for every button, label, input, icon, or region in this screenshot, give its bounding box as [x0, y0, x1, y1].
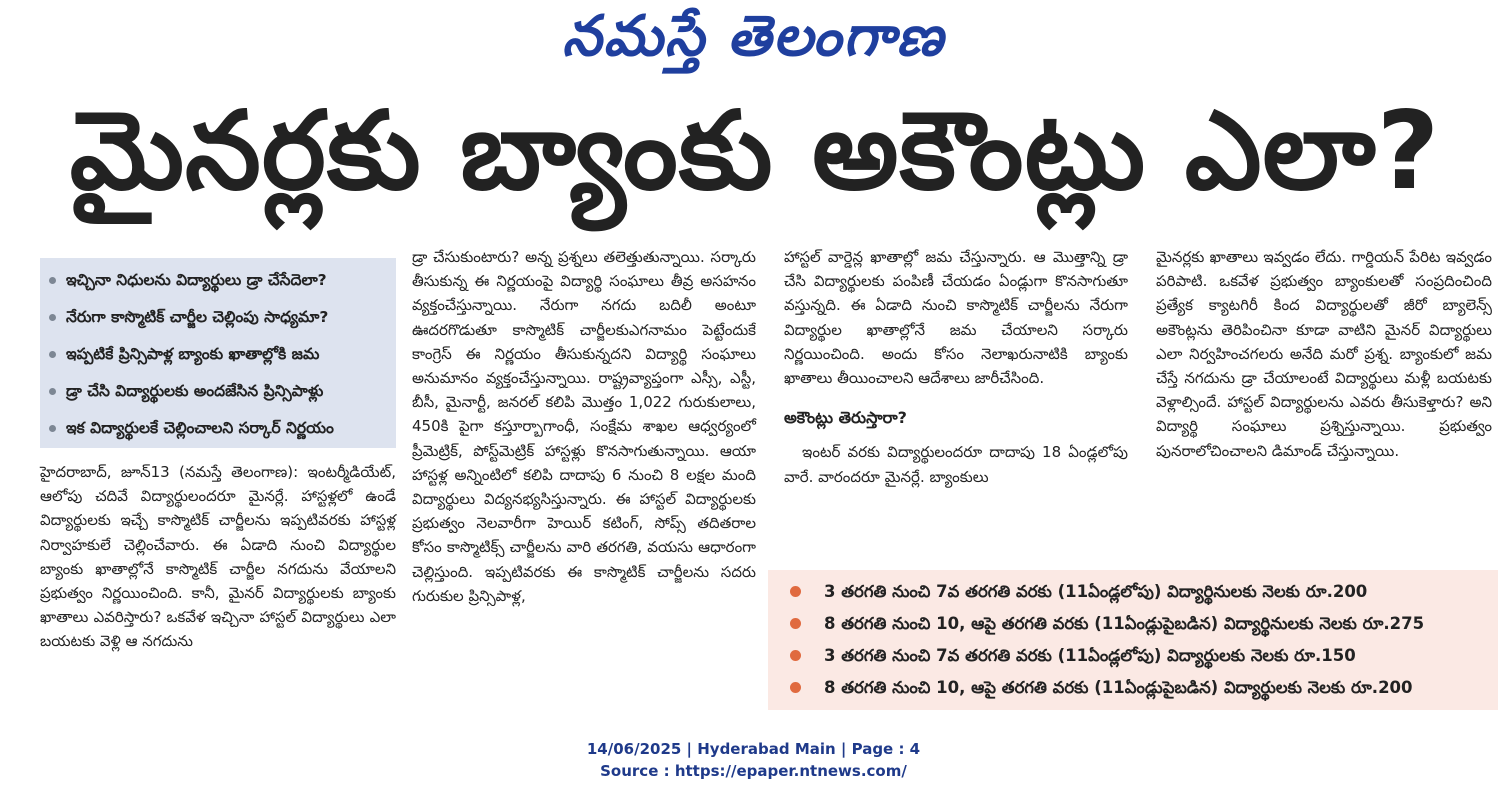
- rates-box: [768, 570, 1498, 710]
- rate-text: 8 తరగతి నుంచి 10, ఆపై తరగతి వరకు (11ఏండ్లుపైబడిన) విద్యార్థినులకు నెలకు రూ.275: [824, 614, 1425, 633]
- highlight-item: [40, 336, 396, 373]
- bullet-icon: [49, 388, 56, 395]
- highlight-text: ఇప్పటికే ప్రిన్సిపాళ్ల బ్యాంకు ఖాతాల్లోకి జమ: [66, 345, 320, 363]
- section-subheading: అకౌంట్లు తెరుస్తారా?: [784, 408, 907, 428]
- headline-text: మైనర్లకు బ్యాంకు అకౌంట్లు ఎలా?: [69, 89, 1441, 214]
- bullet-icon: [49, 351, 56, 358]
- headline: [30, 89, 1480, 230]
- article-column-4: [1156, 245, 1492, 463]
- article-paragraph: హైదరాబాద్, జూన్13 (నమస్తే తెలంగాణ): ఇంటర్మీడియేట్, ఆలోపు చదివే విద్యార్థులందరూ మైనర్లే. హాస్టళ్లలో ఉండే విద్యార్థులకు ఇచ్చే కాస్మొటిక్ చార్జీలను ఇప్పటివరకు హాస్టళ్ల నిర్వాహకులే చెల్లించేవారు. ఈ ఏడాది నుంచి విద్యార్థుల బ్యాంకు ఖాతాల్లోనే కాస్మొటిక్ చార్జీల నగదును వేయాలని ప్రభుత్వం నిర్ణయించింది. కానీ, మైనర్ విద్యార్థులకు బ్యాంకు ఖాతాలు ఎవరిస్తారు? ఒకవేళ ఇచ్చినా హాస్టల్ విద్యార్థులు ఎలా బయటకు వెళ్లి ఆ నగదును: [40, 463, 396, 651]
- rate-text: 8 తరగతి నుంచి 10, ఆపై తరగతి వరకు (11ఏండ్లుపైబడిన) విద్యార్థులకు నెలకు రూ.200: [824, 678, 1413, 697]
- article-column-3: [784, 245, 1128, 489]
- footer: [0, 738, 1507, 782]
- highlight-item: [40, 410, 396, 447]
- rate-item: [780, 608, 1498, 640]
- bullet-icon: [49, 425, 56, 432]
- article-paragraph: మైనర్లకు ఖాతాలు ఇవ్వడం లేదు. గార్డియన్ పేరిట ఇవ్వడం పరిపాటి. ఒకవేళ ప్రభుత్వం బ్యాంకులతో సంప్రదించింది ప్రత్యేక క్యాటగిరీ కింద విద్యార్థులతో జీరో బ్యాలెన్స్ అకౌంట్లను తెరిపించినా కూడా వాటిని మైనర్ విద్యార్థులు ఎలా నిర్వహించగలరు అనేది మరో ప్రశ్న. బ్యాంకులో జమ చేస్తే నగదును డ్రా చేయాలంటే విద్యార్థులు మళ్లీ బయటకు వెళ్లాల్సిందే. హాస్టల్ విద్యార్థులను ఎవరు తీసుకెళ్తారు? అని విద్యార్థి సంఘాలు ప్రశ్నిస్తున్నాయి. ప్రభుత్వం పునరాలోచించాలని డిమాండ్ చేస్తున్నాయి.: [1156, 248, 1492, 460]
- masthead-title: నమస్తే తెలంగాణ: [562, 3, 945, 69]
- article-paragraph: ఇంటర్ వరకు విద్యార్థులందరూ దాదాపు 18 ఏండ్లలోపు వారే. వారందరూ మైనర్లే. బ్యాంకులు: [784, 443, 1128, 486]
- bullet-icon: [790, 650, 801, 661]
- bullet-icon: [49, 314, 56, 321]
- masthead-logo: [0, 0, 1507, 86]
- rate-item: [780, 640, 1498, 672]
- footer-date-edition: 14/06/2025 | Hyderabad Main | Page : 4: [586, 740, 921, 758]
- highlight-text: ఇక విద్యార్థులకే చెల్లించాలని సర్కార్ నిర్ణయం: [66, 419, 334, 437]
- article-paragraph: హాస్టల్ వార్డెన్ల ఖాతాల్లో జమ చేస్తున్నారు. ఆ మొత్తాన్ని డ్రా చేసి విద్యార్థులకు పంపిణీ చేయడం ఏండ్లుగా కొనసాగుతూ వస్తున్నది. ఈ ఏడాది నుంచి కాస్మొటిక్ చార్జీలను నేరుగా విద్యార్థుల ఖాతాల్లోనే జమ చేయాలని సర్కారు నిర్ణయించింది. అందు కోసం నెలాఖరునాటికి బ్యాంకు ఖాతాలు తీయించాలని ఆదేశాలు జారీచేసింది.: [784, 248, 1128, 388]
- highlights-box: [40, 258, 396, 448]
- bullet-icon: [790, 586, 801, 597]
- bullet-icon: [790, 682, 801, 693]
- highlight-text: ఇచ్చినా నిధులను విద్యార్థులు డ్రా చేసేదెలా?: [66, 271, 327, 289]
- article-paragraph: డ్రా చేసుకుంటారు? అన్న ప్రశ్నలు తలెత్తుతున్నాయి. సర్కారు తీసుకున్న ఈ నిర్ణయంపై విద్యార్థి సంఘాలు తీవ్ర అసహనం వ్యక్తంచేస్తున్నాయి. నేరుగా నగదు బదిలీ అంటూ ఊదరగొడుతూ కాస్మొటిక్ చార్జీలకుఎగనామం పెట్టేందుకే కాంగ్రెస్ ఈ నిర్ణయం తీసుకున్నదని విద్యార్థి సంఘాలు అనుమానం వ్యక్తంచేస్తున్నాయి. రాష్ట్రవ్యాప్తంగా ఎస్సీ, ఎస్టీ, బీసీ, మైనార్టీ, జనరల్ కలిపి మొత్తం 1,022 గురుకులాలు, 450కి పైగా కస్తూర్బాగాంధీ, సంక్షేమ శాఖల ఆధ్వర్యంలో ప్రీమెట్రిక్, పోస్ట్‌మెట్రిక్ హాస్టళ్లు కొనసాగుతున్నాయి. ఆయా హాస్టళ్ల అన్నింటిలో కలిపి దాదాపు 6 నుంచి 8 లక్షల మంది విద్యార్థులు విద్యనభ్యసిస్తున్నారు. ఈ హాస్టల్ విద్యార్థులకు ప్రభుత్వం నెలవారీగా హెయిర్ కటింగ్, సోప్స్ తదితరాల కోసం కాస్మొటిక్స్ చార్జీలను వారి తరగతి, వయసు ఆధారంగా చెల్లిస్తుంది. ఇప్పటివరకు ఈ కాస్మొటిక్ చార్జీలను సదరు గురుకుల ప్రిన్సిపాళ్ల,: [412, 248, 756, 605]
- highlight-item: [40, 299, 396, 336]
- article-column-2: [412, 245, 756, 608]
- bullet-icon: [790, 618, 801, 629]
- highlight-item: [40, 262, 396, 299]
- footer-source: Source : https://epaper.ntnews.com/: [600, 762, 907, 780]
- rate-text: 3 తరగతి నుంచి 7వ తరగతి వరకు (11ఏండ్లలోపు) విద్యార్థినులకు నెలకు రూ.200: [824, 582, 1368, 601]
- highlight-item: [40, 373, 396, 410]
- rate-item: [780, 576, 1498, 608]
- highlight-text: నేరుగా కాస్మొటిక్ చార్జీల చెల్లింపు సాధ్యమా?: [66, 308, 329, 326]
- rate-item: [780, 672, 1498, 704]
- article-column-1: [40, 460, 396, 654]
- highlight-text: డ్రా చేసి విద్యార్థులకు అందజేసిన ప్రిన్సిపాళ్లు: [66, 382, 324, 400]
- rate-text: 3 తరగతి నుంచి 7వ తరగతి వరకు (11ఏండ్లలోపు) విద్యార్థులకు నెలకు రూ.150: [824, 646, 1356, 665]
- bullet-icon: [49, 277, 56, 284]
